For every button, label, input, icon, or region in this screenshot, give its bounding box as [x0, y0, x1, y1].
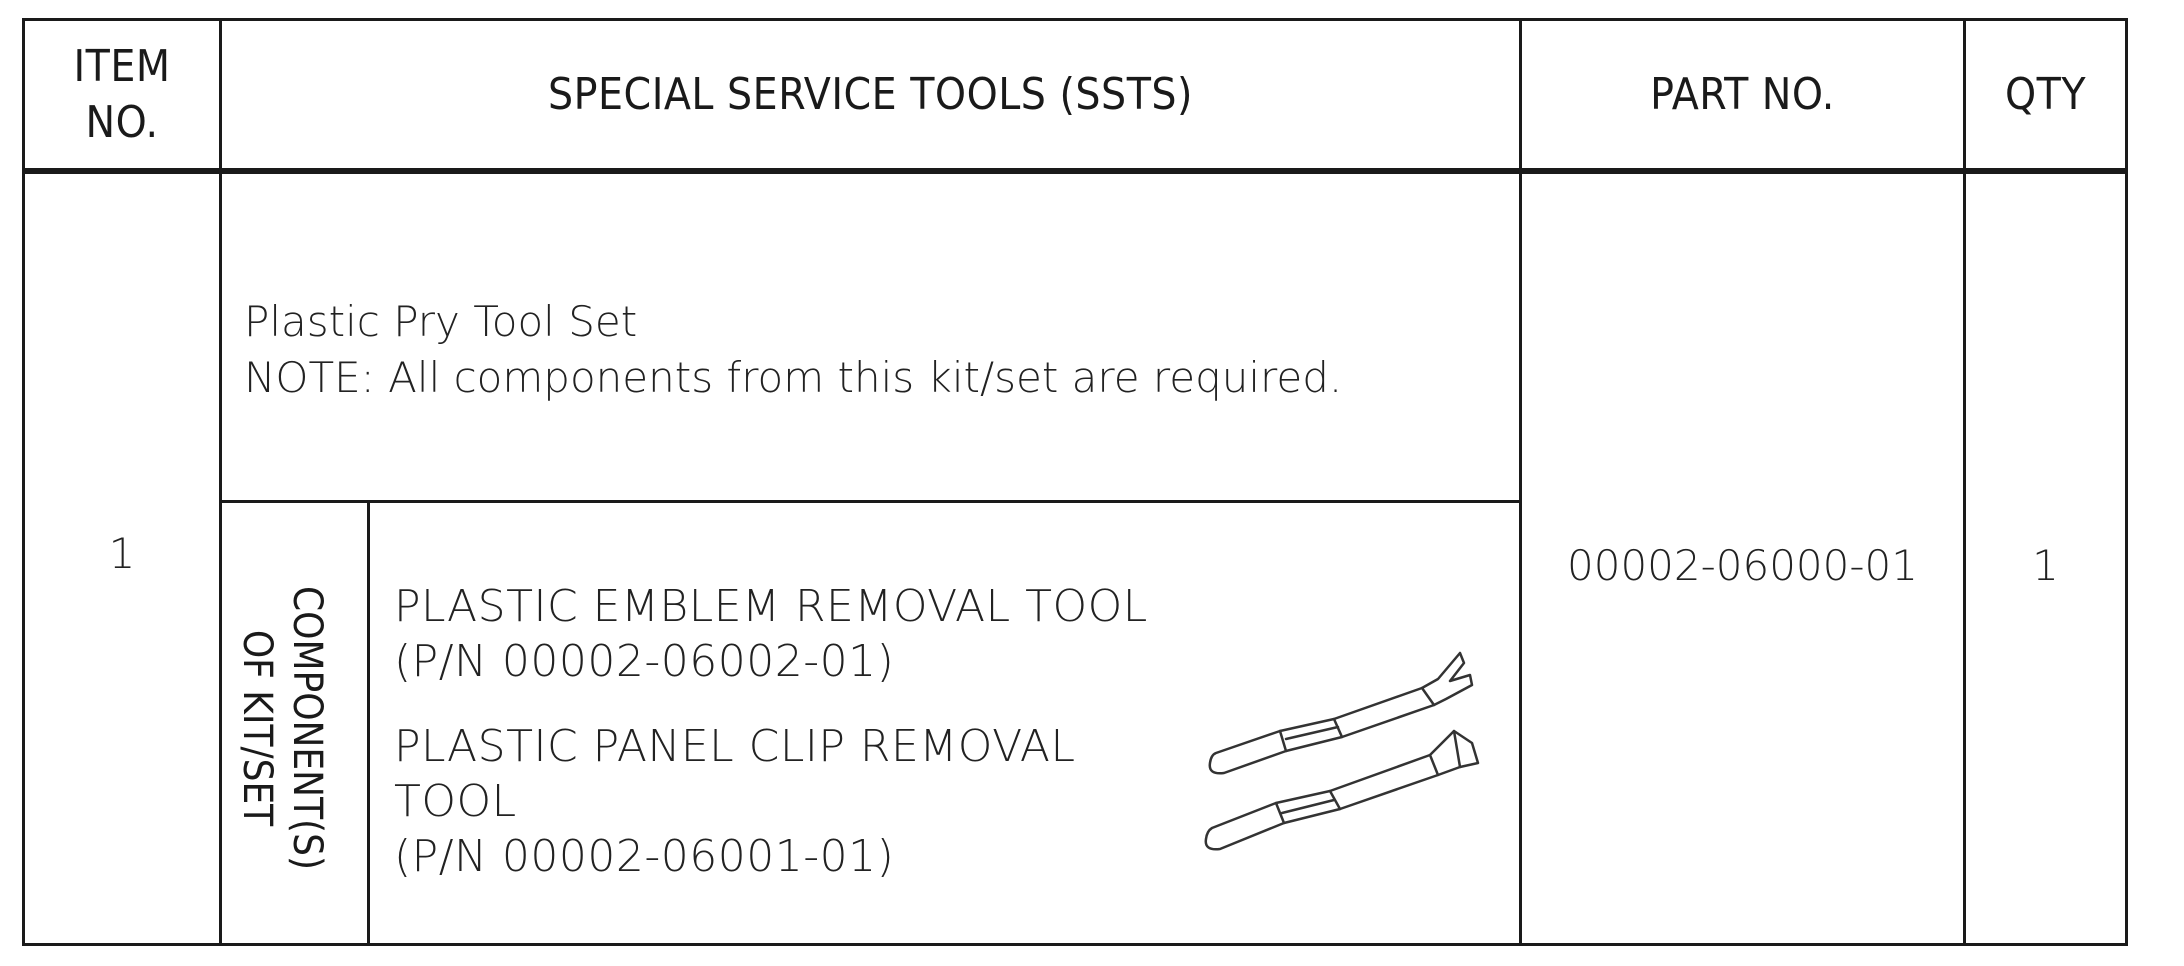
header-part-no: PART NO. — [1650, 68, 1835, 120]
component-2-name-line2: TOOL — [394, 776, 517, 827]
part-number: 00002-06000-01 — [1567, 541, 1918, 590]
header-special-service-tools: SPECIAL SERVICE TOOLS (SSTS) — [548, 68, 1193, 120]
header-qty: QTY — [2005, 68, 2086, 120]
description-components-divider — [219, 500, 1522, 503]
header-item-no-line2: NO. — [85, 96, 159, 148]
kit-note: NOTE: All components from this kit/set are required. — [244, 353, 1343, 402]
header-divider — [22, 168, 2128, 174]
table-border-bottom — [22, 943, 2128, 946]
components-label-line2: OF KIT/SET — [234, 629, 280, 827]
component-2-part-number: (P/N 00002-06001-01) — [394, 831, 895, 882]
quantity: 1 — [2032, 541, 2059, 590]
header-item-no-line1: ITEM — [73, 40, 171, 92]
kit-title: Plastic Pry Tool Set — [244, 297, 638, 346]
component-1-name: PLASTIC EMBLEM REMOVAL TOOL — [394, 581, 1148, 632]
component-2-name-line1: PLASTIC PANEL CLIP REMOVAL — [394, 721, 1076, 772]
special-service-tools-table — [22, 18, 2128, 946]
component-1-part-number: (P/N 00002-06002-01) — [394, 636, 895, 687]
header-item-no — [25, 21, 219, 168]
item-number: 1 — [108, 529, 136, 578]
components-of-kit-label — [202, 548, 362, 908]
components-label-line1: COMPONENT(S) — [284, 585, 330, 870]
table-border-right — [2125, 18, 2128, 946]
pry-tools-illustration-icon — [1202, 623, 1502, 863]
components-label-divider — [367, 500, 370, 946]
